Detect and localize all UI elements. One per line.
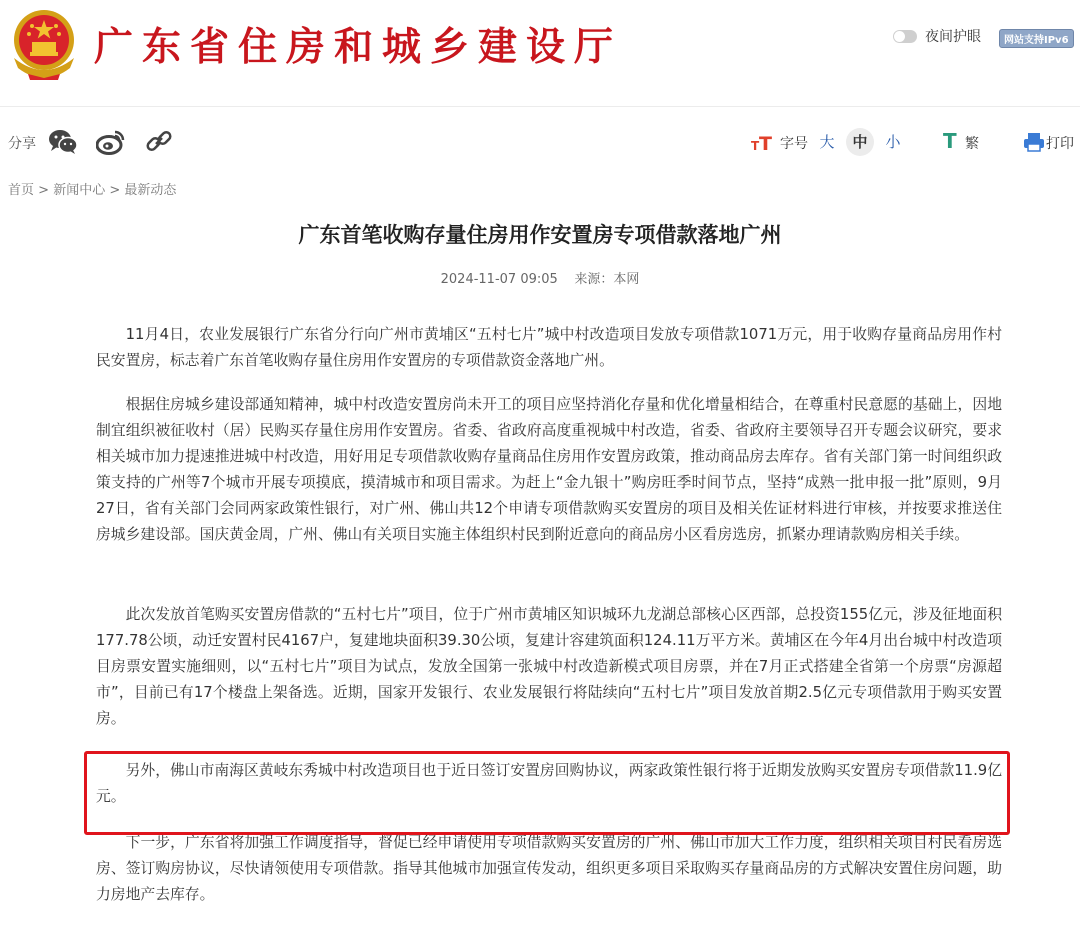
wechat-icon[interactable] (48, 128, 78, 156)
svg-text:T: T (943, 131, 957, 151)
print-icon[interactable] (1023, 132, 1045, 152)
font-size-medium-button[interactable]: 中 (846, 128, 874, 156)
article-source: 来源：本网 (574, 272, 640, 287)
link-icon[interactable] (144, 128, 174, 156)
svg-text:T: T (759, 133, 772, 152)
breadcrumb (8, 179, 176, 198)
font-size-label: 字号 (780, 136, 808, 152)
font-size-small-button[interactable]: 小 (885, 133, 901, 151)
breadcrumb-news-center[interactable]: 新闻中心 (53, 183, 106, 198)
traditional-chinese-icon[interactable] (943, 131, 961, 151)
national-emblem-icon[interactable] (8, 8, 80, 82)
site-header (0, 0, 1080, 107)
article-toolbar (0, 124, 1080, 160)
font-size-icon (751, 132, 777, 152)
article-paragraph: 下一步，广东省将加强工作调度指导，督促已经申请使用专项借款购买安置房的广州、佛山市加大工作力度，组织相关项目村民看房选房、签订购房协议，尽快请领使用专项借款。指导其他城市加强宣传发动，组织更多项目采取购买存量商品房的方式解决安置住房问题，助力房地产去库存。 (96, 834, 1002, 903)
breadcrumb-home[interactable]: 首页 (8, 183, 35, 198)
breadcrumb-latest[interactable]: 最新动态 (124, 183, 177, 198)
article-paragraph: 根据住房城乡建设部通知精神，城中村改造安置房尚未开工的项目应坚持消化存量和优化增量相结合，在尊重村民意愿的基础上，因地制宜组织被征收村（居）民购买存量住房用作安置房。省委、省政府高度重视城中村改造，省委、省政府主要领导召开专题会议研究，要求相关城市加力提速推进城中村改造，用好用足专项借款收购存量商品住房用作安置房政策，推动商品房去库存。省有关部门第一时间组织政策支持的广州等7个城市开展专项摸底，摸清城市和项目需求。为赶上“金九银十”购房旺季时间节点，坚持“成熟一批申报一批”原则，9月27日，省有关部门会同两家政策性银行，对广州、佛山共12个申请专项借款购买安置房的项目及相关佐证材料进行审核，并按要求推送住房城乡建设部。国庆黄金周，广州、佛山有关项目实施主体组织村民到附近意向的商品房小区看房选房，抓紧办理请款购房相关手续。 (96, 396, 1002, 543)
font-size-large-button[interactable]: 大 (819, 133, 835, 151)
print-button[interactable]: 打印 (1046, 136, 1074, 152)
article-paragraph: 11月4日，农业发展银行广东省分行向广州市黄埔区“五村七片”城中村改造项目发放专项借款1071万元，用于收购存量商品房用作村民安置房，标志着广东首笔收购存量住房用作安置房的专项借款资金落地广州。 (96, 326, 1002, 369)
highlight-box (84, 751, 1010, 835)
article-paragraph: 此次发放首笔购买安置房借款的“五村七片”项目，位于广州市黄埔区知识城环九龙湖总部核心区西部，总投资155亿元，涉及征地面积177.78公顷，动迁安置村民4167户，复建地块面积39.30公顷，复建计容建筑面积124.11万平方米。黄埔区在今年4月出台城中村改造项目房票安置实施细则，以“五村七片”项目为试点，发放全国第一张城中村改造新模式项目房票，并在7月正式搭建全省第一个房票“房源超市”，目前已有17个楼盘上架备选。近期，国家开发银行、农业发展银行将陆续向“五村七片”项目发放首期2.5亿元专项借款用于购买安置房。 (96, 606, 1002, 727)
svg-text:T: T (751, 139, 760, 152)
article-paragraph-highlighted: 另外，佛山市南海区黄岐东秀城中村改造项目也于近日签订安置房回购协议，两家政策性银行将于近期发放购买安置房专项借款11.9亿元。 (96, 762, 1002, 805)
breadcrumb-separator: > (38, 183, 50, 198)
night-mode-label: 夜间护眼 (925, 29, 981, 45)
article-title: 广东首笔收购存量住房用作安置房专项借款落地广州 (298, 223, 782, 247)
share-label: 分享 (8, 136, 36, 152)
breadcrumb-separator: > (109, 183, 121, 198)
site-title[interactable]: 广东省住房和城乡建设厅 (94, 24, 623, 70)
article-date: 2024-11-07 09:05 (440, 272, 558, 287)
traditional-chinese-button[interactable]: 繁 (965, 136, 979, 152)
weibo-icon[interactable] (96, 128, 126, 156)
night-mode-toggle[interactable] (893, 26, 981, 46)
ipv6-badge: 网站支持IPv6 (999, 29, 1074, 48)
article-meta (0, 268, 1080, 287)
toggle-switch-icon[interactable] (893, 30, 917, 43)
